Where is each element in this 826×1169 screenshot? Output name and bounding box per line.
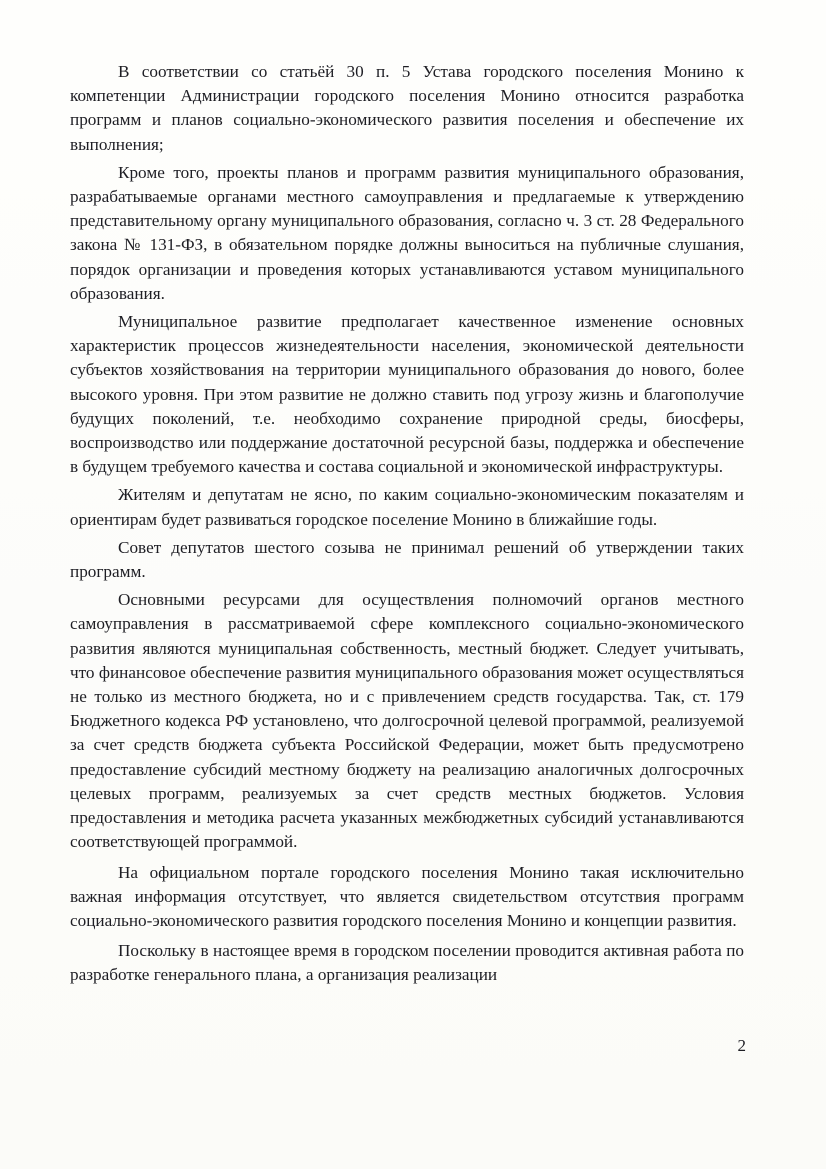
paragraph-public-hearings: Кроме того, проекты планов и программ развития муниципального образования, разрабатываемые органами местного самоуправления и предлагаемые к утверждению представительному органу муниципального образования, согласно ч. 3 ст. 28 Федерального закона № 131-ФЗ, в обязательном порядке должны выноситься на публичные слушания, порядок организации и проведения которых устанавливаются уставом муниципального образования. [70, 162, 744, 303]
paragraph-official-portal: На официальном портале городского поселения Монино такая исключительно важная информация отсутствует, что является свидетельством отсутствия программ социально-экономического развития городского поселения Монино и концепции развития. [70, 862, 744, 930]
paragraph-residents-unclear: Жителям и депутатам не ясно, по каким социально-экономическим показателям и ориентирам будет развиваться городское поселение Монино в ближайшие годы. [70, 485, 744, 529]
paragraph-charter-competence: В соответствии со статьёй 30 п. 5 Устава городского поселения Монино к компетенции Администрации городского поселения Монино относится разработка программ и планов социально-экономического развития поселения и обеспечение их выполнения; [70, 62, 744, 154]
paragraph-general-plan: Поскольку в настоящее время в городском поселении проводится активная работа по разработке генерального плана, а организация реализации [70, 941, 744, 985]
paragraph-municipal-development: Муниципальное развитие предполагает качественное изменение основных характеристик процессов жизнедеятельности населения, экономической деятельности субъектов хозяйствования на территории муниципального образования до нового, более высокого уровня. При этом развитие не должно ставить под угрозу жизнь и благополучие будущих поколений, т.е. необходимо сохранение природной среды, биосферы, воспроизводство или поддержание достаточной ресурсной базы, поддержка и обеспечение в будущем требуемого качества и состава социальной и экономической инфраструктуры. [70, 312, 744, 477]
paragraph-resources-budget: Основными ресурсами для осуществления полномочий органов местного самоуправления в рассматриваемой сфере комплексного социально-экономического развития являются муниципальная собственность, местный бюджет. Следует учитывать, что финансовое обеспечение развития муниципального образования может осуществляться не только из местного бюджета, но и с привлечением средств государства. Так, ст. 179 Бюджетного кодекса РФ установлено, что долгосрочной целевой программой, реализуемой за счет средств бюджета субъекта Российской Федерации, может быть предусмотрено предоставление субсидий местному бюджету на реализацию аналогичных долгосрочных целевых программ, реализуемых за счет средств местных бюджетов. Условия предоставления и методика расчета указанных межбюджетных субсидий устанавливаются соответствующей программой. [70, 590, 744, 852]
page-number: 2 [737, 1036, 746, 1055]
paragraph-council-decisions: Совет депутатов шестого созыва не принимал решений об утверждении таких программ. [70, 537, 744, 582]
